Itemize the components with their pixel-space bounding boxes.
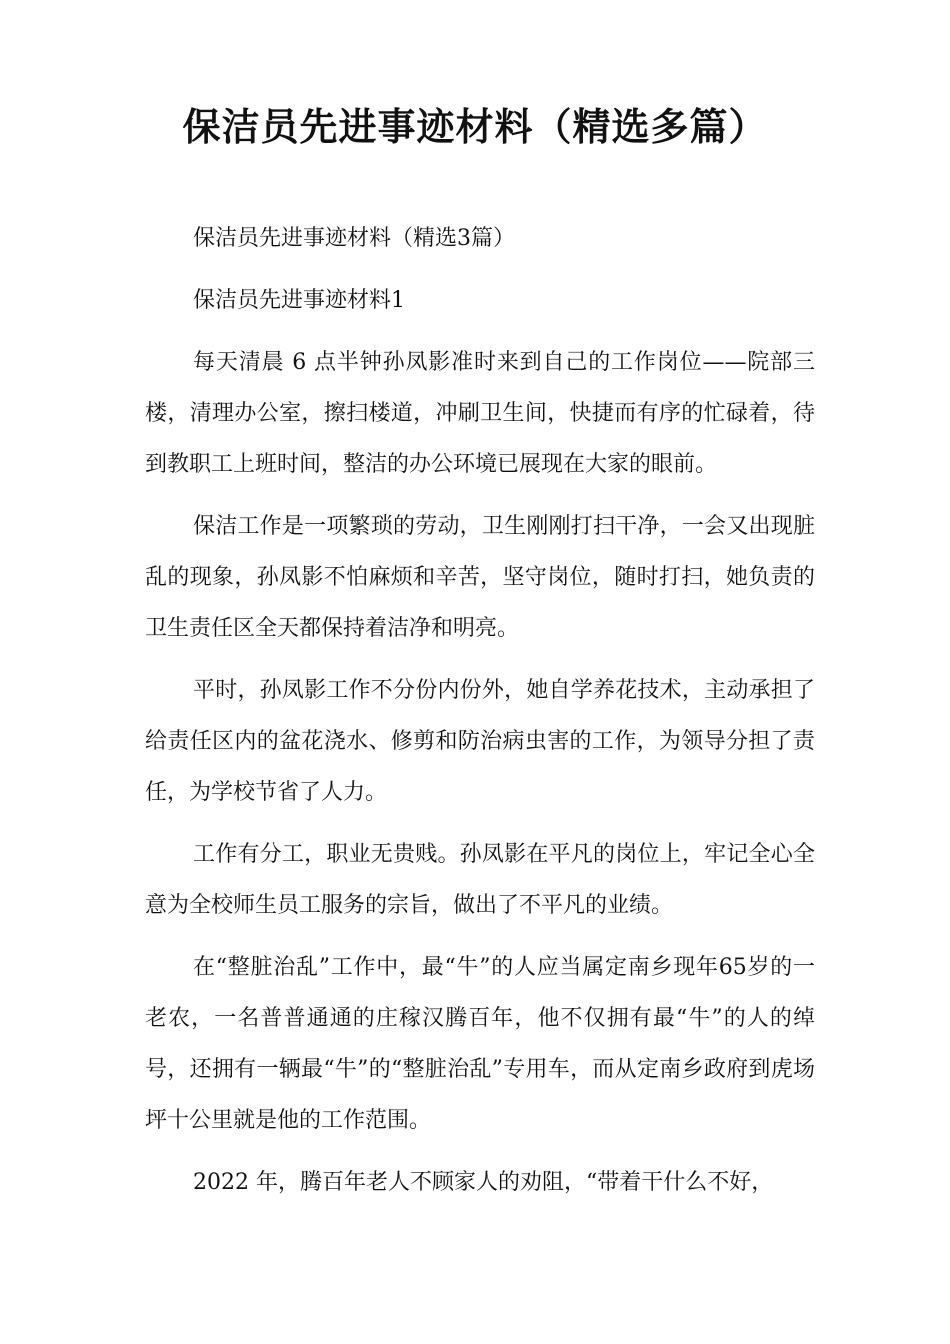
subtitle-paragraph: 保洁员先进事迹材料（精选3篇） <box>193 226 515 251</box>
body-paragraph: 平时，孙凤影工作不分份内份外，她自学养花技术，主动承担了给责任区内的盆花浇水、修剪和防治病虫害的工作，为领导分担了责任，为学校节省了人力。 <box>145 678 815 805</box>
body-paragraph: 工作有分工，职业无贵贱。孙凤影在平凡的岗位上，牢记全心全意为全校师生员工服务的宗旨，做出了不平凡的业绩。 <box>145 842 815 918</box>
body-paragraph: 2022 年，腾百年老人不顾家人的劝阻，“带着干什么不好， <box>193 1170 774 1195</box>
document-title: 保洁员先进事迹材料（精选多篇） <box>182 105 768 149</box>
body-paragraph: 在“整脏治乱”工作中，最“牛”的人应当属定南乡现年65岁的一老农，一名普普通通的庄稼汉腾百年，他不仅拥有最“牛”的人的绰号，还拥有一辆最“牛”的“整脏治乱”专用车，而从定南乡政府到虎场坪十公里就是他的工作范围。 <box>145 955 815 1133</box>
body-paragraph: 每天清晨 6 点半钟孙凤影准时来到自己的工作岗位——院部三楼，清理办公室，擦扫楼道，冲刷卫生间，快捷而有序的忙碌着，待到教职工上班时间，整洁的办公环境已展现在大家的眼前。 <box>145 350 815 477</box>
section-heading-paragraph: 保洁员先进事迹材料1 <box>193 288 405 313</box>
body-paragraph: 保洁工作是一项繁琐的劳动，卫生刚刚打扫干净，一会又出现脏乱的现象，孙凤影不怕麻烦和辛苦，坚守岗位，随时打扫，她负责的卫生责任区全天都保持着洁净和明亮。 <box>145 514 815 641</box>
document-body <box>145 213 815 1219</box>
